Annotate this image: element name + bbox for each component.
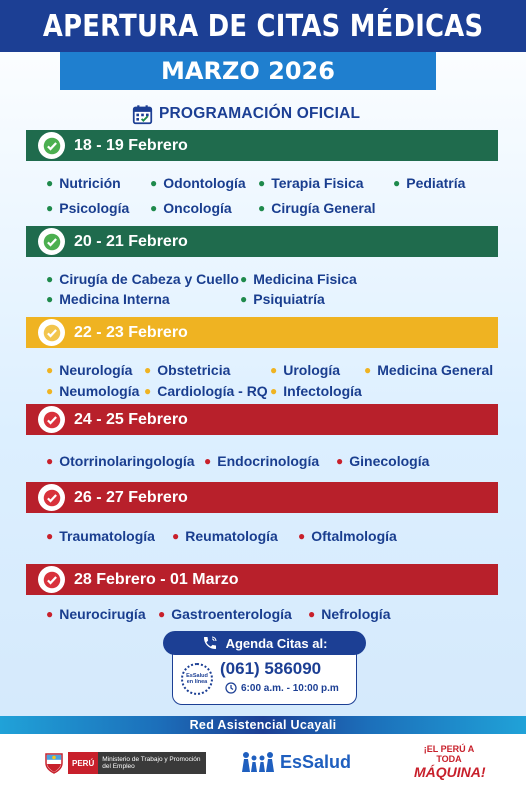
- date-band-3: [26, 317, 498, 348]
- page-title: APERTURA DE CITAS MÉDICAS: [42, 8, 484, 44]
- date-band-2: [26, 226, 498, 257]
- specialty-item: ● Medicina Fisica: [240, 271, 357, 287]
- date-label: 28 Febrero - 01 Marzo: [74, 570, 239, 588]
- slogan-logo: ¡EL PERÚ A TODA MÁQUINA!: [414, 744, 486, 780]
- date-band-1: [26, 130, 498, 161]
- specialty-item: ● Odontología: [150, 175, 246, 191]
- date-band-5: [26, 482, 498, 513]
- specialty-item: ● Pediatría: [393, 175, 466, 191]
- calendar-icon: [132, 104, 153, 125]
- month-title: MARZO 2026: [161, 57, 335, 85]
- specialty-item: ● Medicina General: [364, 362, 494, 378]
- ministry-logo: PERÚ Ministerio de Trabajo y Promoción del Empleo: [44, 751, 206, 775]
- check-icon: [38, 228, 65, 255]
- specialty-item: ● Medicina Interna: [46, 291, 170, 307]
- specialty-item: ● Nefrología: [308, 606, 391, 622]
- specialty-item: ● Traumatología: [46, 528, 155, 544]
- specialty-item: ● Gastroenterología: [158, 606, 292, 622]
- phone-icon: [202, 635, 218, 651]
- specialty-item: ● Psiquiatría: [240, 291, 325, 307]
- agenda-citas-button[interactable]: [163, 631, 366, 655]
- contact-box: [172, 653, 357, 705]
- network-name: Red Asistencial Ucayali: [189, 718, 337, 732]
- date-band-4: [26, 404, 498, 435]
- page-title-bar: [0, 0, 526, 52]
- specialty-item: ● Reumatología: [172, 528, 278, 544]
- specialty-item: ● Ginecología: [336, 453, 430, 469]
- check-icon: [38, 484, 65, 511]
- phone-number[interactable]: (061) 586090: [220, 659, 322, 678]
- logos-bar: [0, 734, 526, 789]
- specialty-item: ● Obstetricia: [144, 362, 231, 378]
- date-label: 24 - 25 Febrero: [74, 410, 188, 428]
- essalud-logo: [240, 750, 351, 774]
- specialty-item: ● Urología: [270, 362, 341, 378]
- programming-heading: [132, 103, 360, 125]
- date-label: 26 - 27 Febrero: [74, 488, 188, 506]
- check-icon: [38, 132, 65, 159]
- specialty-item: ● Neurocirugía: [46, 606, 146, 622]
- specialty-item: ● Nutrición: [46, 175, 121, 191]
- date-label: 18 - 19 Febrero: [74, 136, 188, 154]
- date-band-6: [26, 564, 498, 595]
- specialty-item: ● Otorrinolaringología: [46, 453, 195, 469]
- specialty-item: ● Psicología: [46, 200, 130, 216]
- specialty-item: ● Neurología: [46, 362, 133, 378]
- month-banner: [60, 52, 436, 90]
- check-icon: [38, 319, 65, 346]
- programming-label: PROGRAMACIÓN OFICIAL: [159, 105, 361, 122]
- date-label: 22 - 23 Febrero: [74, 323, 188, 341]
- specialty-item: ● Cirugía de Cabeza y Cuello: [46, 271, 239, 287]
- service-hours: 6:00 a.m. - 10:00 p.m: [225, 682, 339, 694]
- specialty-item: ● Endocrinología: [204, 453, 320, 469]
- specialty-item: ● Infectología: [270, 383, 362, 399]
- date-label: 20 - 21 Febrero: [74, 232, 188, 250]
- specialty-item: ● Oncología: [150, 200, 232, 216]
- essalud-online-badge: EsSalud en línea: [181, 663, 213, 695]
- specialty-item: ● Neumología: [46, 383, 140, 399]
- clock-icon: [225, 682, 237, 694]
- agenda-button-label: Agenda Citas al:: [225, 635, 328, 651]
- family-icon: [240, 750, 276, 774]
- check-icon: [38, 566, 65, 593]
- specialty-item: ● Cardiología - RQ: [144, 383, 268, 399]
- specialty-item: ● Cirugía General: [258, 200, 376, 216]
- check-icon: [38, 406, 65, 433]
- network-banner: [0, 716, 526, 734]
- peru-shield-icon: [44, 752, 64, 774]
- specialty-item: ● Oftalmología: [298, 528, 397, 544]
- essalud-wordmark: EsSalud: [280, 751, 352, 772]
- specialty-item: ● Terapia Fisica: [258, 175, 364, 191]
